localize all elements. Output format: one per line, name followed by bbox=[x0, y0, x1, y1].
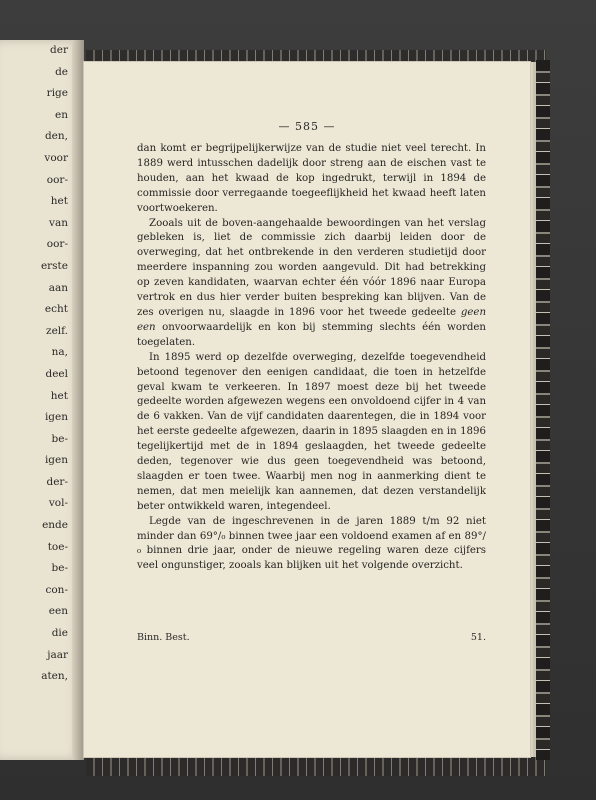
facing-page-left bbox=[0, 40, 82, 760]
paragraph-2-text-end: onvoorwaardelijk en kon bij stemming slechts één worden toegelaten. bbox=[137, 321, 486, 348]
facing-page-fragment: de bbox=[55, 65, 68, 78]
page-number: — 585 — bbox=[278, 120, 336, 133]
facing-page-fragment: een bbox=[48, 605, 68, 618]
facing-page-fragment: deel bbox=[45, 367, 68, 380]
paragraph-2-text: Zooals uit de boven-aangehaalde bewoordingen van het verslag gebleken is, liet de commissie zich daarbij leiden door de overweging, dat het ontbrekende in den verderen studietijd door meerdere inspanning zou worden aangevuld. Dit had betrekking op zeven kandidaten, waarvan echter één vóór 1896 naar Europa vertrok en dus hier verder buiten bespreking kan blijven. Van de zes overigen nu, slaagde in 1896 voor het tweede gedeelte bbox=[137, 217, 486, 318]
facing-page-fragment: en bbox=[55, 108, 68, 121]
facing-page-fragment: het bbox=[50, 389, 68, 402]
facing-page-fragment: echt bbox=[44, 303, 68, 316]
facing-page-fragment: aten, bbox=[41, 670, 68, 683]
facing-page-fragment: aan bbox=[48, 281, 68, 294]
facing-page-fragment: be- bbox=[51, 562, 68, 575]
facing-page-text-fragments bbox=[0, 40, 68, 688]
facing-page-fragment: con- bbox=[45, 583, 68, 596]
paragraph-4-text: Legde van de ingeschrevenen in de jaren 1889 t/m 92 niet minder dan 69°/₀ binnen twee jaar een voldoend examen af en 89°/₀ binnen drie jaar, onder de nieuwe regeling waren deze cijfers veel ongunstiger, zooals kan blijken uit het volgende overzicht. bbox=[137, 515, 486, 572]
sheet-number: 51. bbox=[470, 632, 486, 643]
facing-page-fragment: rige bbox=[46, 87, 68, 100]
facing-page-fragment: oor- bbox=[46, 173, 68, 186]
facing-page-fragment: oor- bbox=[46, 238, 68, 251]
facing-page-fragment: jaar bbox=[47, 648, 68, 661]
paragraph-1 bbox=[137, 142, 486, 217]
body-text bbox=[137, 142, 486, 574]
facing-page-fragment: het bbox=[50, 195, 68, 208]
paragraph-1-text: dan komt er begrijpelijkerwijze van de studie niet veel terecht. In 1889 werd intusschen dadelijk door streng aan de eischen vast te houden, aan het kwaad de kop ingedrukt, terwijl in 1894 de commissie door verregaande toegeeflijkheid het kwaad heeft laten voortwoekeren. bbox=[137, 143, 486, 214]
paragraph-2 bbox=[137, 217, 486, 351]
facing-page-fragment: der- bbox=[46, 475, 68, 488]
paragraph-3-text: In 1895 werd op dezelfde overweging, dezelfde toegevendheid betoond tegenover den eenigen candidaat, die toen in hetzelfde geval kwam te verkeeren. In 1897 moest deze bij het tweede gedeelte worden afgewezen wegens een onvoldoend cijfer in 4 van de 6 vakken. Van de vijf candidaten daarentegen, die in 1894 voor het eerste gedeelte afgewezen, daarin in 1895 slaagden en in 1896 tegelijkertijd met de in 1894 geslaagden, het tweede gedeelte deden, tegenover wie dus geen toegevendheid was betoond, slaagden er toen twee. Waarbij men nog in aanmerking dient te nemen, dat men meielijk kan aannemen, dat dezen verstandelijk beter ontwikkeld waren, integendeel. bbox=[137, 351, 486, 512]
book-cover-marbled-edge bbox=[536, 60, 550, 760]
facing-page-fragment: vol- bbox=[48, 497, 68, 510]
facing-page-fragment: igen bbox=[44, 454, 68, 467]
facing-page-fragment: zelf. bbox=[46, 324, 68, 337]
facing-page-fragment: na, bbox=[51, 346, 68, 359]
facing-page-fragment: van bbox=[49, 216, 68, 229]
facing-page-fragment: der bbox=[50, 44, 68, 56]
facing-page-fragment: erste bbox=[40, 259, 68, 272]
facing-page-fragment: die bbox=[51, 627, 68, 640]
book-page bbox=[84, 62, 530, 757]
paragraph-4 bbox=[137, 515, 486, 575]
paragraph-3 bbox=[137, 351, 486, 515]
facing-page-fragment: toe- bbox=[47, 540, 68, 553]
book-spine-gutter bbox=[72, 40, 84, 760]
signature-mark: Binn. Best. bbox=[137, 632, 190, 643]
facing-page-fragment: ende bbox=[42, 519, 68, 532]
facing-page-fragment: voor bbox=[44, 151, 68, 164]
facing-page-fragment: den, bbox=[44, 130, 68, 143]
facing-page-fragment: be- bbox=[51, 432, 68, 445]
facing-page-fragment: igen bbox=[44, 411, 68, 424]
paragraph-2-emphasis: geen een bbox=[137, 306, 486, 333]
